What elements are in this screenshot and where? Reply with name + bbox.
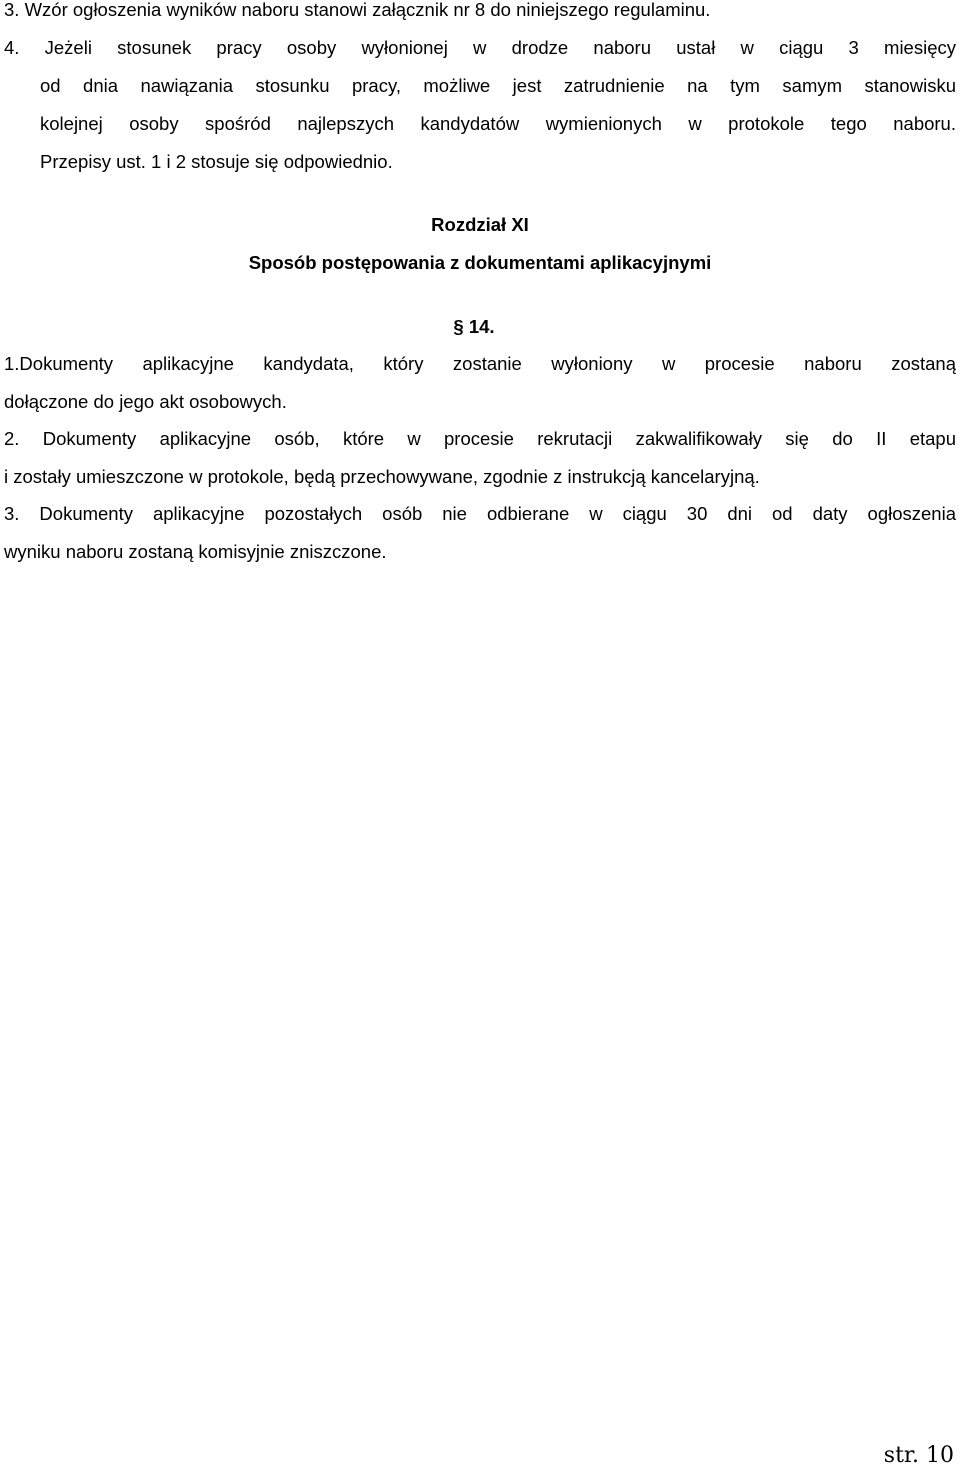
paragraph-2-line-2: i zostały umieszczone w protokole, będą przechowywane, zgodnie z instrukcją kancelaryjną. xyxy=(4,466,760,487)
paragraph-1-line-2: dołączone do jego akt osobowych. xyxy=(4,391,287,412)
paragraph-1-line-1: 1.Dokumenty aplikacyjne kandydata, który zostanie wyłoniony w procesie naboru zostaną xyxy=(4,353,956,374)
list-item-4-line-4: Przepisy ust. 1 i 2 stosuje się odpowiednio. xyxy=(40,151,393,172)
list-item-3: 3. Wzór ogłoszenia wyników naboru stanowi załącznik nr 8 do niniejszego regulaminu. xyxy=(4,0,711,20)
list-item-4-line-3: kolejnej osoby spośród najlepszych kandydatów wymienionych w protokole tego naboru. xyxy=(40,113,956,134)
paragraph-2-line-1: 2. Dokumenty aplikacyjne osób, które w procesie rekrutacji zakwalifikowały się do II etapu xyxy=(4,428,956,449)
chapter-subtitle: Sposób postępowania z dokumentami aplikacyjnymi xyxy=(248,252,712,273)
list-item-4-line-1: 4. Jeżeli stosunek pracy osoby wyłonionej w drodze naboru ustał w ciągu 3 miesięcy xyxy=(4,37,956,58)
list-item-4-line-2: od dnia nawiązania stosunku pracy, możliwe jest zatrudnienie na tym samym stanowisku xyxy=(40,75,956,96)
section-number: § 14. xyxy=(453,316,495,337)
chapter-title: Rozdział XI xyxy=(431,214,529,235)
paragraph-3-line-1: 3. Dokumenty aplikacyjne pozostałych osób nie odbierane w ciągu 30 dni od daty ogłoszenia xyxy=(4,503,956,524)
page-number: str. 10 xyxy=(883,1443,954,1468)
paragraph-3-line-2: wyniku naboru zostaną komisyjnie zniszczone. xyxy=(4,541,387,562)
